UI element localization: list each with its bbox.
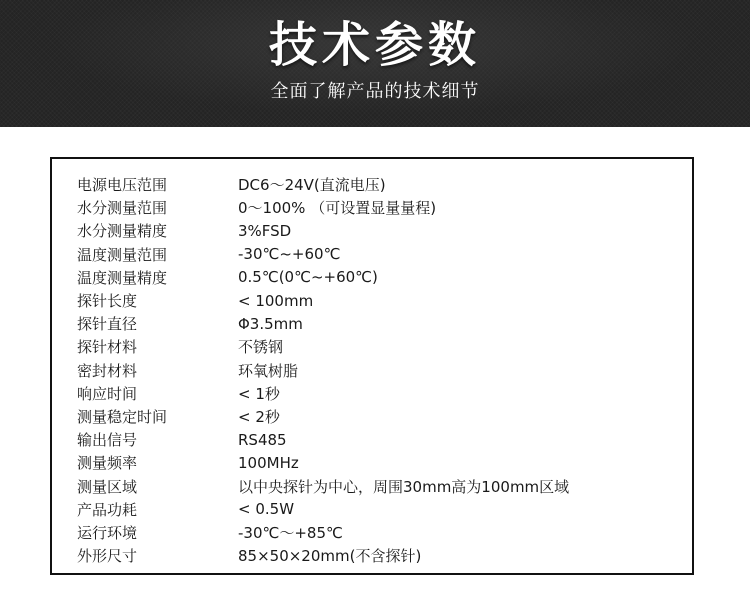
spec-value: 0～100% （可设置显量量程) bbox=[238, 199, 437, 218]
spec-value: 不锈钢 bbox=[238, 338, 284, 357]
spec-row bbox=[77, 312, 677, 335]
spec-row bbox=[77, 266, 677, 289]
spec-row bbox=[77, 428, 677, 451]
spec-label: 外形尺寸 bbox=[77, 547, 138, 566]
spec-value: -30℃～+85℃ bbox=[238, 523, 343, 542]
spec-value: Φ3.5mm bbox=[238, 314, 303, 333]
spec-row bbox=[77, 405, 677, 428]
spec-value: -30℃~+60℃ bbox=[238, 245, 341, 264]
spec-label: 密封材料 bbox=[77, 361, 138, 380]
spec-row bbox=[77, 243, 677, 266]
spec-row bbox=[77, 196, 677, 219]
spec-value: 85×50×20mm(不含探针) bbox=[238, 547, 422, 566]
spec-row bbox=[77, 359, 677, 382]
spec-label: 探针长度 bbox=[77, 292, 138, 311]
spec-label: 温度测量范围 bbox=[77, 245, 168, 264]
spec-row bbox=[77, 521, 677, 544]
spec-row bbox=[77, 219, 677, 242]
spec-value: 环氧树脂 bbox=[238, 361, 299, 380]
spec-label: 响应时间 bbox=[77, 384, 138, 403]
spec-value: < 2秒 bbox=[238, 407, 280, 426]
page-subtitle: 全面了解产品的技术细节 bbox=[270, 81, 480, 102]
spec-value: < 100mm bbox=[238, 291, 314, 310]
spec-value: 以中央探针为中心，周围30mm高为100mm区域 bbox=[238, 477, 570, 496]
spec-label: 电源电压范围 bbox=[77, 176, 168, 195]
spec-row bbox=[77, 289, 677, 312]
spec-list bbox=[77, 173, 677, 567]
spec-label: 输出信号 bbox=[77, 431, 138, 450]
spec-value: 100MHz bbox=[238, 453, 299, 472]
spec-label: 测量区域 bbox=[77, 477, 138, 496]
spec-value: < 0.5W bbox=[238, 500, 295, 519]
spec-value: RS485 bbox=[238, 430, 287, 449]
spec-label: 探针材料 bbox=[77, 338, 138, 357]
spec-row bbox=[77, 498, 677, 521]
spec-row bbox=[77, 382, 677, 405]
spec-row bbox=[77, 544, 677, 567]
header-banner bbox=[0, 0, 750, 127]
spec-label: 探针直径 bbox=[77, 315, 138, 334]
spec-value: < 1秒 bbox=[238, 384, 280, 403]
spec-label: 产品功耗 bbox=[77, 500, 138, 519]
spec-row bbox=[77, 451, 677, 474]
spec-label: 水分测量范围 bbox=[77, 199, 168, 218]
spec-label: 测量稳定时间 bbox=[77, 407, 168, 426]
spec-label: 运行环境 bbox=[77, 523, 138, 542]
page-title: 技术参数 bbox=[268, 17, 481, 73]
spec-value: 0.5℃(0℃~+60℃) bbox=[238, 268, 378, 287]
spec-table bbox=[50, 157, 694, 575]
spec-row bbox=[77, 335, 677, 358]
spec-label: 温度测量精度 bbox=[77, 268, 168, 287]
spec-value: DC6～24V(直流电压) bbox=[238, 176, 386, 195]
spec-value: 3%FSD bbox=[238, 221, 292, 240]
spec-label: 水分测量精度 bbox=[77, 222, 168, 241]
spec-row bbox=[77, 173, 677, 196]
spec-label: 测量频率 bbox=[77, 454, 138, 473]
spec-row bbox=[77, 474, 677, 497]
